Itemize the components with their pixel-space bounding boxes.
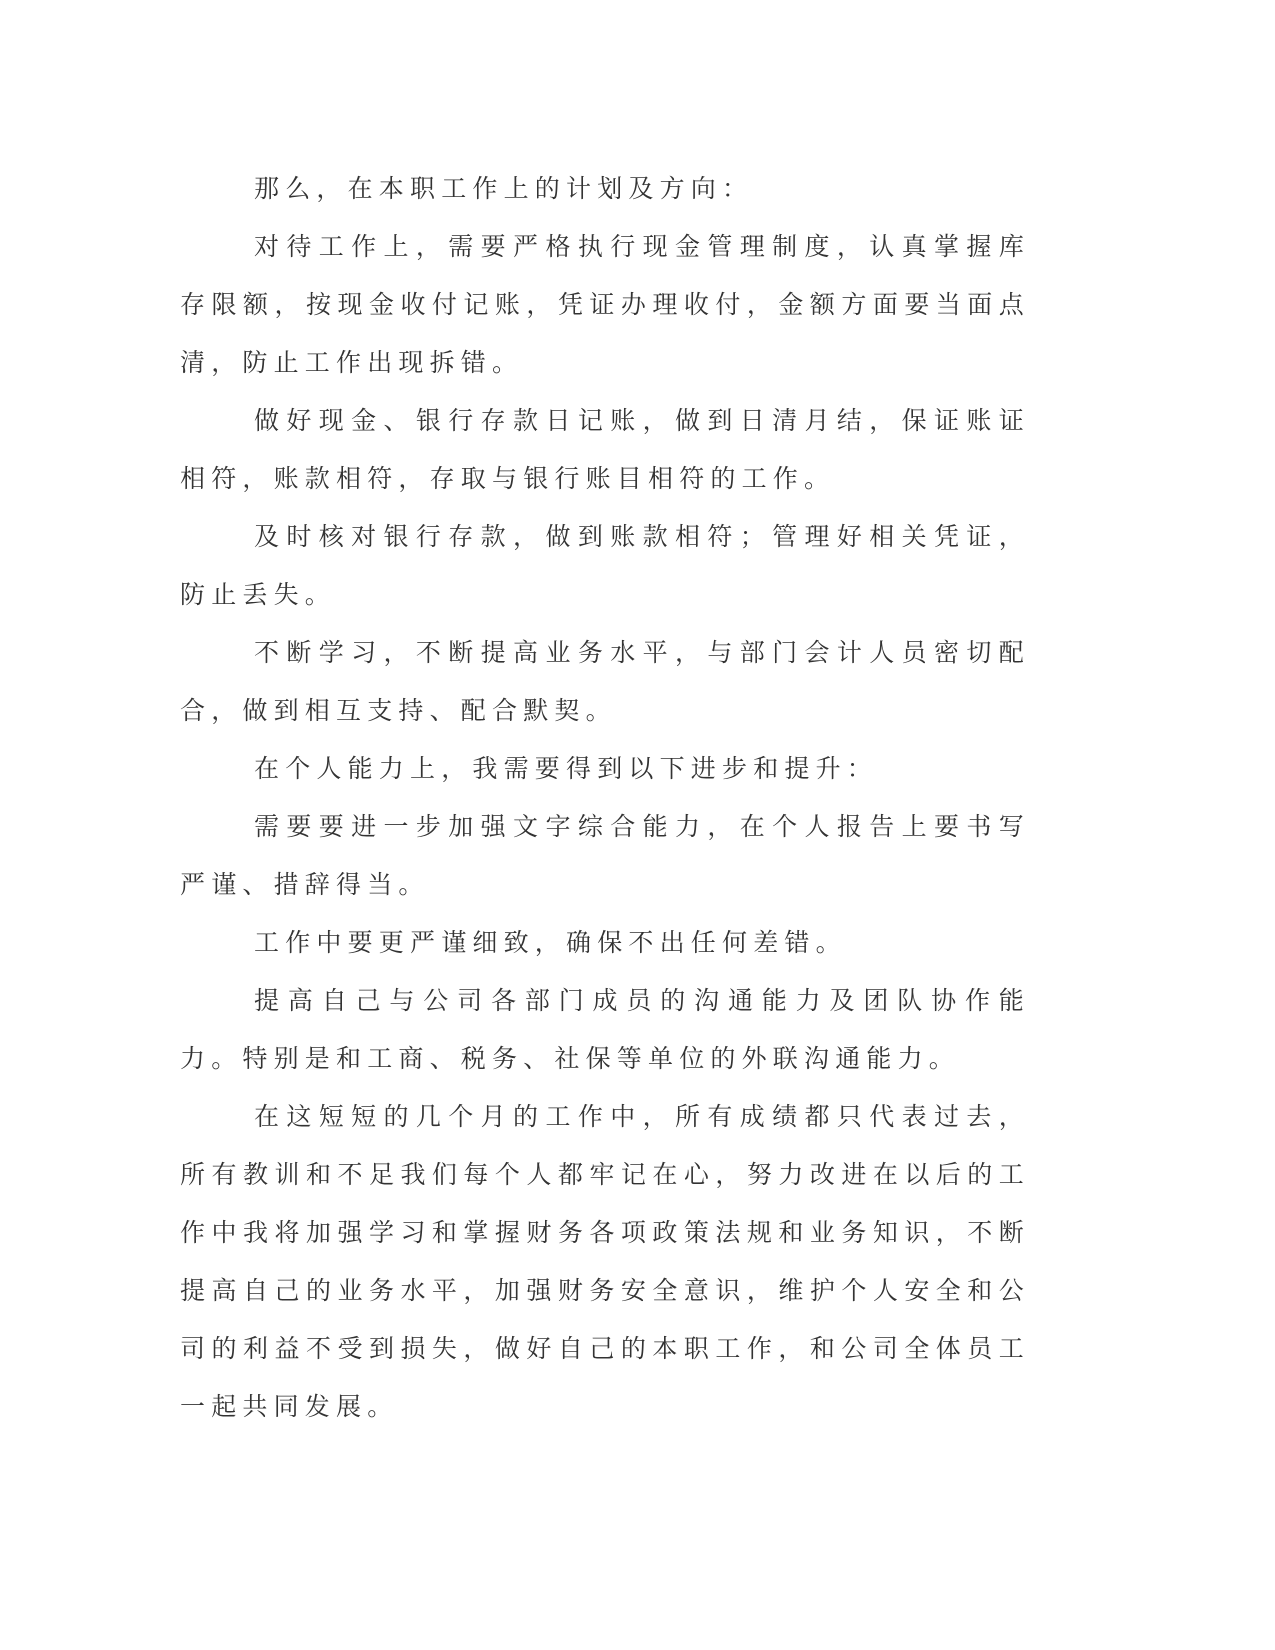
paragraph-attention-to-detail: 工作中要更严谨细致，确保不出任何差错。 — [254, 928, 847, 957]
paragraph-journal-keeping: 做好现金、银行存款日记账，做到日清月结，保证账证相符，账款相符，存取与银行账目相符的工作。 — [180, 406, 1030, 493]
paragraph-writing-skills: 需要要进一步加强文字综合能力，在个人报告上要书写严谨、措辞得当。 — [180, 812, 1030, 899]
paragraph-bank-reconciliation: 及时核对银行存款，做到账款相符；管理好相关凭证，防止丢失。 — [180, 522, 1030, 609]
paragraph-conclusion: 在这短短的几个月的工作中，所有成绩都只代表过去，所有教训和不足我们每个人都牢记在心，努力改进在以后的工作中我将加强学习和掌握财务各项政策法规和业务知识，不断提高自己的业务水平，加强财务安全意识，维护个人安全和公司的利益不受到损失，做好自己的本职工作，和公司全体员工一起共同发展。 — [180, 1102, 1030, 1421]
paragraph-plan-intro: 那么，在本职工作上的计划及方向： — [254, 174, 754, 203]
paragraph-cash-management: 对待工作上，需要严格执行现金管理制度，认真掌握库存限额，按现金收付记账，凭证办理收付，金额方面要当面点清，防止工作出现拆错。 — [180, 232, 1030, 377]
paragraph-communication: 提高自己与公司各部门成员的沟通能力及团队协作能力。特别是和工商、税务、社保等单位的外联沟通能力。 — [180, 986, 1030, 1073]
paragraph-ability-intro: 在个人能力上，我需要得到以下进步和提升： — [254, 754, 879, 783]
document-body — [180, 160, 1030, 1436]
paragraph-continuous-learning: 不断学习，不断提高业务水平，与部门会计人员密切配合，做到相互支持、配合默契。 — [180, 638, 1030, 725]
